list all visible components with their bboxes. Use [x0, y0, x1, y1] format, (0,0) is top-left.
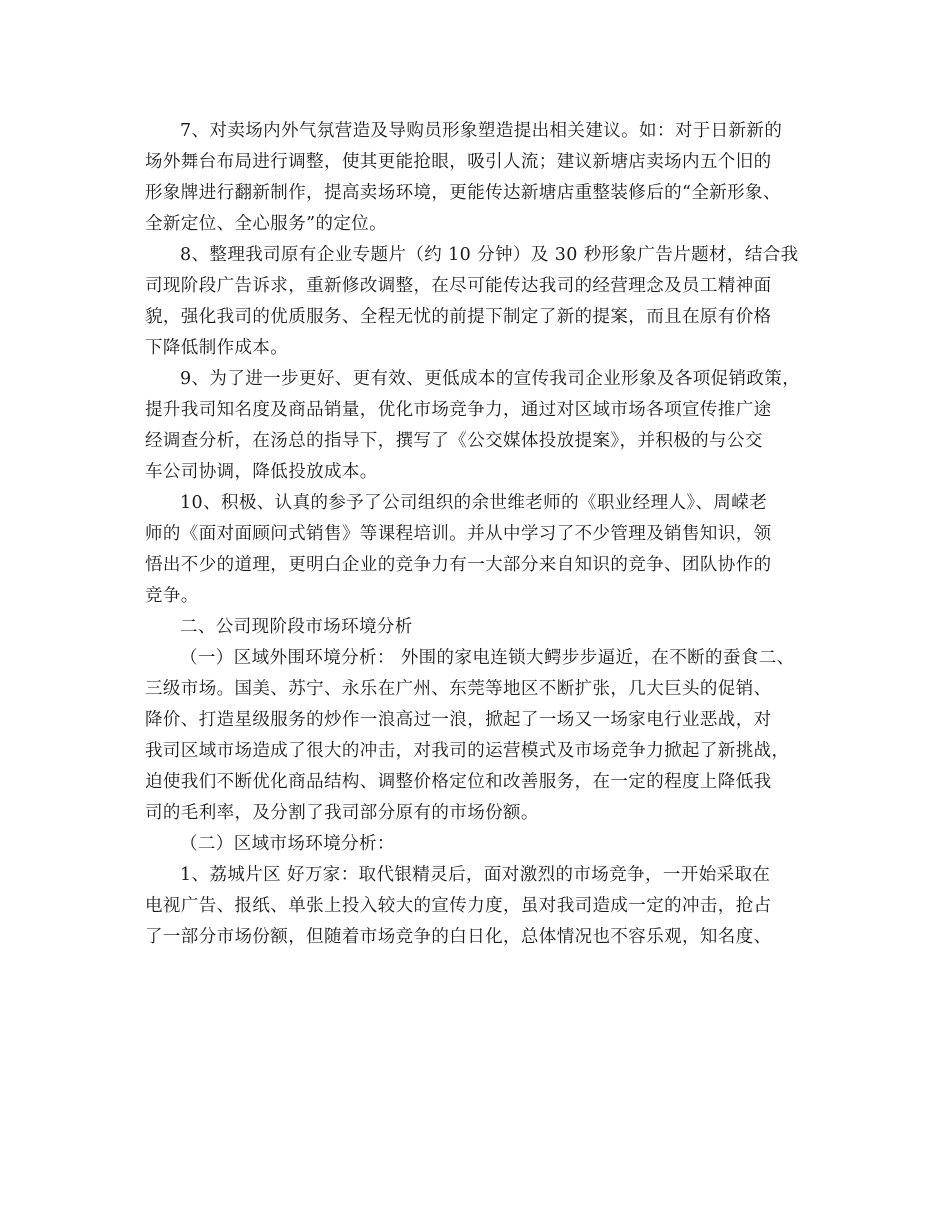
- subsection-1-line-4: 我司区域市场造成了很大的冲击，对我司的运营模式及市场竞争力掀起了新挑战，: [145, 741, 790, 761]
- paragraph-7-line-1: 7、对卖场内外气氛营造及导购员形象塑造提出相关建议。如：对于日新新的: [180, 121, 783, 141]
- subsection-1-line-5: 迫使我们不断优化商品结构、调整价格定位和改善服务，在一定的程度上降低我: [145, 772, 772, 792]
- section-heading-2: 二、公司现阶段市场环境分析: [180, 617, 413, 637]
- paragraph-9-line-3: 经调查分析，在汤总的指导下，撰写了《公交媒体投放提案》，并积极的与公交: [145, 431, 763, 451]
- paragraph-8-line-3: 貌，强化我司的优质服务、全程无忧的前提下制定了新的提案，而且在原有价格: [145, 307, 772, 327]
- paragraph-8-line-1: 8、整理我司原有企业专题片（约 10 分钟）及 30 秒形象广告片题材，结合我: [180, 245, 799, 265]
- paragraph-9-line-4: 车公司协调，降低投放成本。: [145, 462, 378, 482]
- subsection-1-line-1: （一）区域外围环境分析： 外围的家电连锁大鳄步步逼近，在不断的蚕食二、: [180, 648, 795, 668]
- paragraph-8-line-4: 下降低制作成本。: [145, 338, 289, 358]
- paragraph-7-line-4: 全新定位、全心服务”的定位。: [145, 214, 388, 234]
- item-1-line-3: 了一部分市场份额，但随着市场竞争的白日化，总体情况也不容乐观，知名度、: [145, 927, 772, 947]
- paragraph-10-line-2: 师的《面对面顾问式销售》等课程培训。并从中学习了不少管理及销售知识，领: [145, 524, 772, 544]
- subsection-1-line-3: 降价、打造星级服务的炒作一浪高过一浪，掀起了一场又一场家电行业恶战，对: [145, 710, 772, 730]
- item-1-line-2: 电视广告、报纸、单张上投入较大的宣传力度，虽对我司造成一定的冲击，抢占: [145, 896, 772, 916]
- paragraph-7-line-2: 场外舞台布局进行调整，使其更能抢眼，吸引人流；建议新塘店卖场内五个旧的: [145, 152, 772, 172]
- paragraph-9-line-1: 9、为了进一步更好、更有效、更低成本的宣传我司企业形象及各项促销政策，: [180, 369, 801, 389]
- paragraph-10-line-3: 悟出不少的道理，更明白企业的竞争力有一大部分来自知识的竞争、团队协作的: [145, 555, 772, 575]
- item-1-line-1: 1、荔城片区 好万家：取代银精灵后，面对激烈的市场竞争，一开始采取在: [180, 865, 771, 885]
- paragraph-10-line-4: 竞争。: [145, 586, 199, 606]
- subsection-heading-2: （二）区域市场环境分析：: [180, 834, 395, 854]
- paragraph-10-line-1: 10、积极、认真的参予了公司组织的余世维老师的《职业经理人》、周嵘老: [180, 493, 768, 513]
- paragraph-9-line-2: 提升我司知名度及商品销量，优化市场竞争力，通过对区域市场各项宣传推广途: [145, 400, 772, 420]
- subsection-1-line-2: 三级市场。国美、苏宁、永乐在广州、东莞等地区不断扩张，几大巨头的促销、: [145, 679, 772, 699]
- paragraph-8-line-2: 司现阶段广告诉求，重新修改调整，在尽可能传达我司的经营理念及员工精神面: [145, 276, 772, 296]
- paragraph-7-line-3: 形象牌进行翻新制作，提高卖场环境，更能传达新塘店重整装修后的“全新形象、: [145, 183, 781, 203]
- subsection-1-line-6: 司的毛利率，及分割了我司部分原有的市场份额。: [145, 803, 539, 823]
